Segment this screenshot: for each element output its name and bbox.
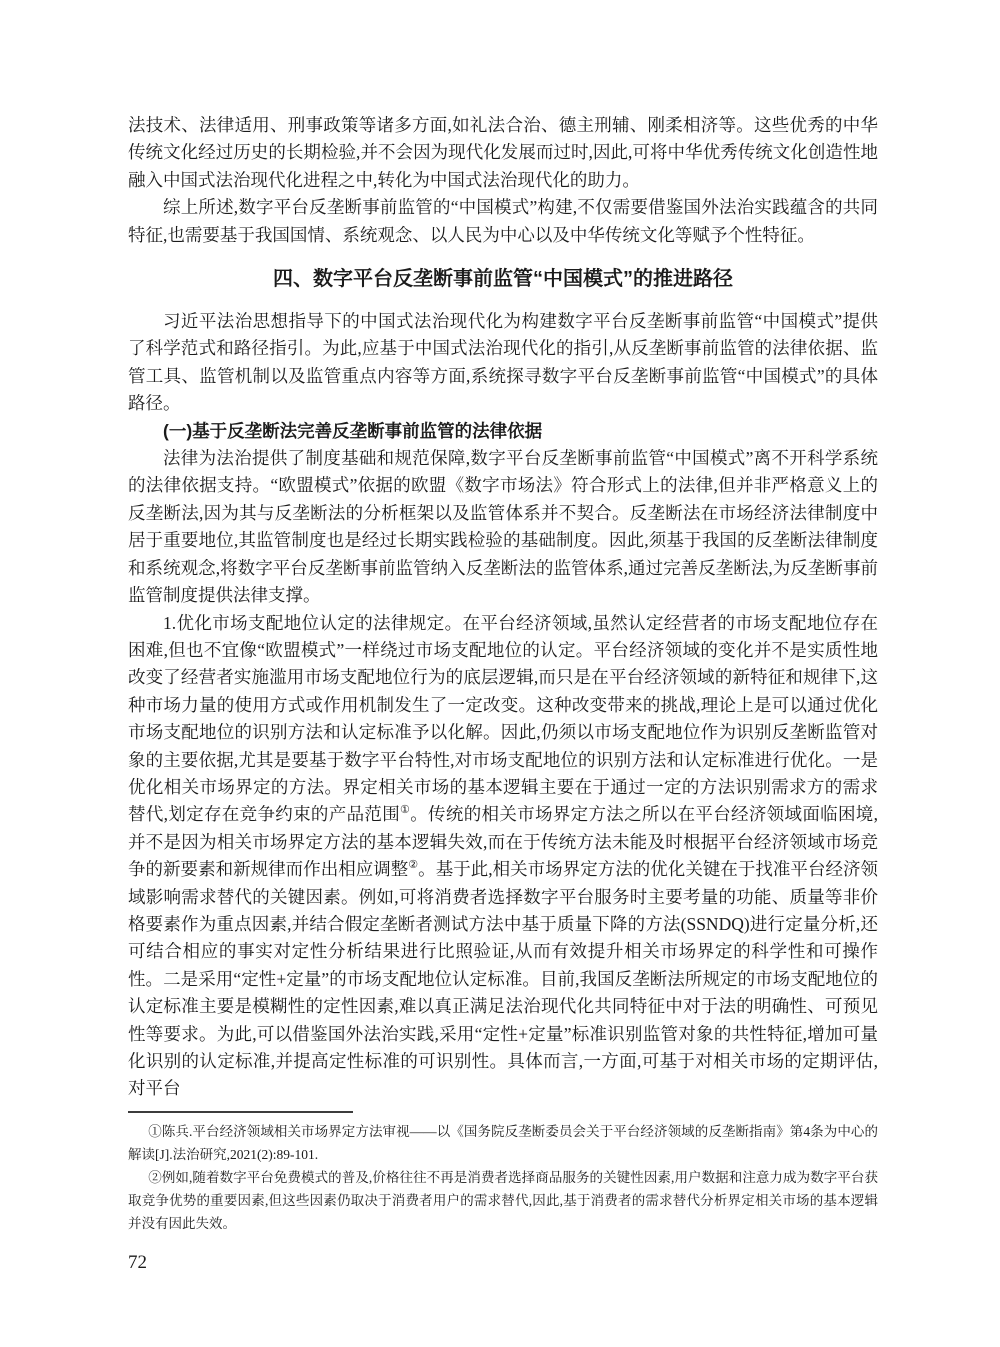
subsection-heading: (一)基于反垄断法完善反垄断事前监管的法律依据 (163, 420, 543, 441)
paragraph-market-dominance (128, 610, 878, 1103)
footnote-divider (128, 1111, 353, 1113)
paragraph-market-dominance-seg2: 。传统的相关市场界定方法之所以在平台经济领域面临困境,并不是因为相关市场界定方法的基本逻辑失效,而在于传统方法未能及时根据平台经济领域市场竞争的新要素和新规律而作出相应调整 (128, 804, 878, 880)
footnote-ref-2: ② (408, 859, 419, 872)
page-number: 72 (128, 1251, 147, 1273)
footnote-1: ①陈兵.平台经济领域相关市场界定方法审视——以《国务院反垄断委员会关于平台经济领域的反垄断指南》第4条为中心的解读[J].法治研究,2021(2):89-101. (128, 1123, 878, 1162)
paragraph-market-dominance-seg1: 1.优化市场支配地位认定的法律规定。在平台经济领域,虽然认定经营者的市场支配地位存在困难,但也不宜像“欧盟模式”一样绕过市场支配地位的认定。平台经济领域的变化并不是实质性地改变了经营者实施滥用市场支配地位行为的底层逻辑,而只是在平台经济领域的新特征和规律下,这种市场力量的使用方式或作用机制发生了一定改变。这种改变带来的挑战,理论上是可以通过优化市场支配地位的识别方法和认定标准予以化解。因此,仍须以市场支配地位作为识别反垄断监管对象的主要依据,尤其是要基于数字平台特性,对市场支配地位的识别方法和认定标准进行优化。一是优化相关市场界定的方法。界定相关市场的基本逻辑主要在于通过一定的方法识别需求方的需求替代,划定存在竞争约束的产品范围 (128, 612, 878, 825)
paragraph-market-dominance-seg3: 。基于此,相关市场界定方法的优化关键在于找准平台经济领域影响需求替代的关键因素。例如,可将消费者选择数字平台服务时主要考量的功能、质量等非价格要素作为重点因素,并结合假定垄断者测试方法中基于质量下降的方法(SSNDQ)进行定量分析,还可结合相应的事实对定性分析结果进行比照验证,从而有效提升相关市场界定的科学性和可操作性。二是采用“定性+定量”的市场支配地位认定标准。目前,我国反垄断法所规定的市场支配地位的认定标准主要是模糊性的定性因素,难以真正满足法治现代化共同特征中对于法的明确性、可预见性等要求。为此,可以借鉴国外法治实践,采用“定性+定量”标准识别监管对象的共性特征,增加可量化识别的认定标准,并提高定性标准的可识别性。具体而言,一方面,可基于对相关市场的定期评估,对平台 (128, 859, 878, 1099)
paragraph-summary: 综上所述,数字平台反垄断事前监管的“中国模式”构建,不仅需要借鉴国外法治实践蕴含的共同特征,也需要基于我国国情、系统观念、以人民为中心以及中华传统文化等赋予个性特征。 (128, 197, 878, 245)
paragraph-legal-basis: 法律为法治提供了制度基础和规范保障,数字平台反垄断事前监管“中国模式”离不开科学系统的法律依据支持。“欧盟模式”依据的欧盟《数字市场法》符合形式上的法律,但并非严格意义上的反垄断法,因为其与反垄断法的分析框架以及监管体系并不契合。反垄断法在市场经济法律制度中居于重要地位,其监管制度也是经过长期实践检验的基础制度。因此,须基于我国的反垄断法律制度和系统观念,将数字平台反垄断事前监管纳入反垄断法的监管体系,通过完善反垄断法,为反垄断事前监管制度提供法律支撑。 (128, 448, 878, 606)
footnote-2: ②例如,随着数字平台免费模式的普及,价格往往不再是消费者选择商品服务的关键性因素,用户数据和注意力成为数字平台获取竞争优势的重要因素,但这些因素仍取决于消费者用户的需求替代,因此,基于消费者的需求替代分析界定相关市场的基本逻辑并没有因此失效。 (128, 1169, 878, 1231)
section-heading: 四、数字平台反垄断事前监管“中国模式”的推进路径 (273, 268, 733, 291)
paragraph-path-intro: 习近平法治思想指导下的中国式法治现代化为构建数字平台反垄断事前监管“中国模式”提供了科学范式和路径指引。为此,应基于中国式法治现代化的指引,从反垄断事前监管的法律依据、监管工具、监管机制以及监管重点内容等方面,系统探寻数字平台反垄断事前监管“中国模式”的具体路径。 (128, 311, 878, 414)
paragraph-tradition-continuation: 法技术、法律适用、刑事政策等诸多方面,如礼法合治、德主刑辅、刚柔相济等。这些优秀的中华传统文化经过历史的长期检验,并不会因为现代化发展而过时,因此,可将中华优秀传统文化创造性地融入中国式法治现代化进程之中,转化为中国式法治现代化的助力。 (128, 115, 878, 190)
footnote-ref-1: ① (400, 804, 411, 817)
footnote-section (128, 1111, 878, 1235)
